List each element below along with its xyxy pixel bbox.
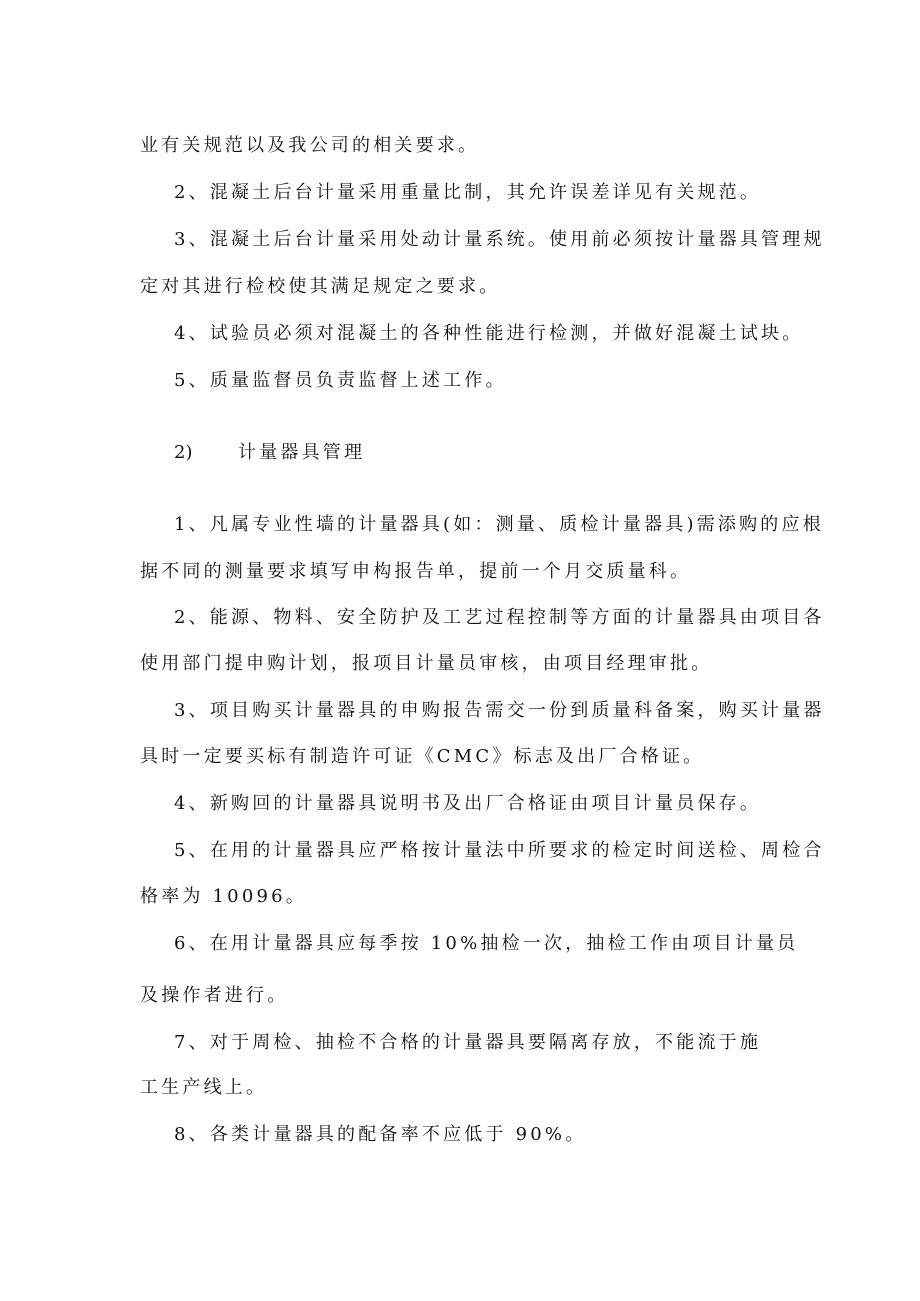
text-line-12: 具时一定要买标有制造许可证《CMC》标志及出厂合格证。 bbox=[140, 746, 705, 767]
text-line-16: 6、在用计量器具应每季按 10%抽检一次，抽检工作由项目计量员 bbox=[174, 933, 799, 954]
text-line-3: 3、混凝土后台计量采用处动计量系统。使用前必须按计量器具管理规 bbox=[174, 229, 825, 250]
text-line-4: 定对其进行检校使其满足规定之要求。 bbox=[140, 276, 501, 297]
text-line-11: 3、项目购买计量器具的申购报告需交一份到质量科备案，购买计量器 bbox=[174, 700, 825, 721]
text-line-20: 8、各类计量器具的配备率不应低于 90%。 bbox=[174, 1124, 587, 1145]
text-line-17: 及操作者进行。 bbox=[140, 985, 289, 1006]
text-line-2: 2、混凝土后台计量采用重量比制，其允许误差详见有关规范。 bbox=[174, 182, 762, 203]
text-line-5: 4、试验员必须对混凝土的各种性能进行检测，并做好混凝土试块。 bbox=[174, 323, 804, 344]
text-line-1: 业有关规范以及我公司的相关要求。 bbox=[140, 135, 480, 156]
text-line-13: 4、新购回的计量器具说明书及出厂合格证由项目计量员保存。 bbox=[174, 793, 762, 814]
text-line-7: 1、凡属专业性墙的计量器具(如：测量、质检计量器具)需添购的应根 bbox=[174, 514, 824, 535]
text-line-15: 格率为 10096。 bbox=[140, 886, 307, 907]
section-number: 2) bbox=[174, 442, 193, 463]
text-line-18: 7、对于周检、抽检不合格的计量器具要隔离存放，不能流于施 bbox=[174, 1032, 762, 1053]
text-line-19: 工生产线上。 bbox=[140, 1077, 268, 1098]
text-line-9: 2、能源、物料、安全防护及工艺过程控制等方面的计量器具由项目各 bbox=[174, 607, 825, 628]
text-line-6: 5、质量监督员负责监督上述工作。 bbox=[174, 370, 507, 391]
text-line-14: 5、在用的计量器具应严格按计量法中所要求的检定时间送检、周检合 bbox=[174, 840, 825, 861]
text-line-10: 使用部门提申购计划，报项目计量员审核，由项目经理审批。 bbox=[140, 653, 713, 674]
section-title: 计量器具管理 bbox=[238, 442, 366, 463]
text-line-8: 据不同的测量要求填写申构报告单，提前一个月交质量科。 bbox=[140, 561, 692, 582]
